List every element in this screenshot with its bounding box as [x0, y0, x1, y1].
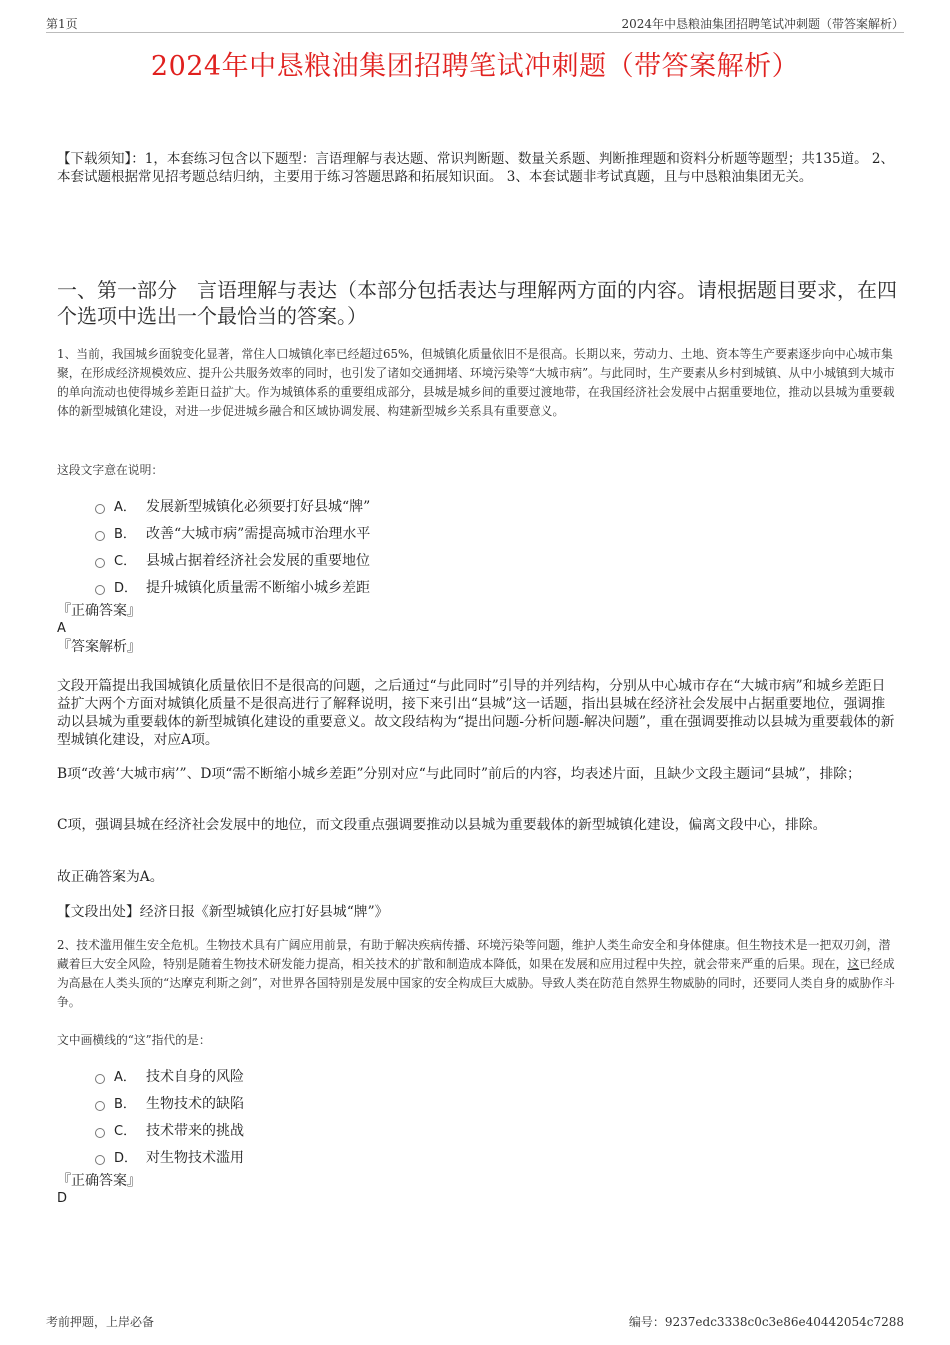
analysis-label: 『答案解析』 — [57, 639, 141, 655]
radio-icon[interactable] — [95, 1101, 105, 1111]
option-c[interactable]: C． 县城占据着经济社会发展的重要地位 — [95, 546, 370, 573]
option-d[interactable]: D． 提升城镇化质量需不断缩小城乡差距 — [95, 573, 370, 600]
answer-label: 『正确答案』 — [57, 1173, 141, 1189]
analysis-paragraph: B项“改善‘大城市病’”、D项“需不断缩小城乡差距”分别对应“与此同时”前后的内容，均表述片面，且缺少文段主题词“县城”，排除； — [57, 766, 861, 782]
answer-label: 『正确答案』 — [57, 603, 141, 619]
option-text: 改善“大城市病”需提高城市治理水平 — [146, 525, 371, 542]
footer-serial: 编号：9237edc3338c0c3e86e40442054c7288 — [628, 1315, 904, 1329]
option-text: 生物技术的缺陷 — [146, 1095, 244, 1112]
answer-value: D — [57, 1191, 68, 1206]
question-2-answer-block — [57, 1172, 141, 1208]
header-doc-title: 2024年中恳粮油集团招聘笔试冲刺题（带答案解析） — [621, 17, 904, 31]
page-header — [46, 14, 904, 33]
radio-icon[interactable] — [95, 1128, 105, 1138]
question-1-text: 1、当前，我国城乡面貌变化显著，常住人口城镇化率已经超过65%，但城镇化质量依旧不是很高。长期以来，劳动力、土地、资本等生产要素逐步向中心城市集聚，在形成经济规模效应、提升公共服务效率的同时，也引发了诸如交通拥堵、环境污染等“大城市病”。与此同时，生产要素从乡村到城镇、从中小城镇到大城市的单向流动也使得城乡差距日益扩大。作为城镇体系的重要组成部分，县城是城乡间的重要过渡地带，在我国经济社会发展中占据重要地位，推动以县城为重要载体的新型城镇化建设，对进一步促进城乡融合和区域协调发展、构建新型城乡关系具有重要意义。 — [57, 347, 895, 418]
option-text: 发展新型城镇化必须要打好县城“牌” — [146, 498, 371, 515]
radio-icon[interactable] — [95, 1155, 105, 1165]
question-1-options — [95, 492, 370, 600]
analysis-paragraph: 文段开篇提出我国城镇化质量依旧不是很高的问题，之后通过“与此同时”引导的并列结构，分别从中心城市存在“大城市病”和城乡差距日益扩大两个方面对城镇化质量不是很高进行了解释说明，接下来引出“县城”这一话题，指出县城在经济社会发展中占据重要地位，强调推动以县城为重要载体的新型城镇化建设的重要意义。故文段结构为“提出问题-分析问题-解决问题”，重在强调要推动以县城为重要载体的新型城镇化建设，对应A项。 — [57, 678, 895, 748]
question-2-options — [95, 1062, 244, 1170]
answer-value: A — [57, 621, 66, 636]
analysis-conclusion: 故正确答案为A。 — [57, 869, 164, 885]
download-notice: 【下载须知】：1，本套练习包含以下题型：言语理解与表达题、常识判断题、数量关系题、判断推理题和资料分析题等题型；共135道。 2、本套试题根据常见招考题总结归纳，主要用于练习答题思路和拓展知识面。 3、本套试题非考试真题，且与中恳粮油集团无关。 — [57, 151, 894, 185]
source-citation: 【文段出处】经济日报《新型城镇化应打好县城“牌”》 — [57, 904, 389, 920]
radio-icon[interactable] — [95, 585, 105, 595]
option-a[interactable]: A． 发展新型城镇化必须要打好县城“牌” — [95, 492, 370, 519]
underlined-word: 这 — [847, 957, 860, 971]
radio-icon[interactable] — [95, 531, 105, 541]
radio-icon[interactable] — [95, 504, 105, 514]
question-1-prompt: 这段文字意在说明： — [57, 463, 164, 477]
radio-icon[interactable] — [95, 1074, 105, 1084]
option-text: 对生物技术滥用 — [146, 1149, 244, 1166]
page-number: 第1页 — [46, 17, 78, 31]
option-a[interactable]: A． 技术自身的风险 — [95, 1062, 244, 1089]
option-d[interactable]: D． 对生物技术滥用 — [95, 1143, 244, 1170]
page-title: 2024年中恳粮油集团招聘笔试冲刺题（带答案解析） — [150, 51, 800, 82]
question-2-text: 2、技术滥用催生安全危机。生物技术具有广阔应用前景，有助于解决疾病传播、环境污染等问题，维护人类生命安全和身体健康。但生物技术是一把双刃剑，潜藏着巨大安全风险，特别是随着生物技术研发能力提高，相关技术的扩散和制造成本降低，如果在发展和应用过程中失控，就会带来严重的后果。现在，这已经成为高悬在人类头顶的“达摩克利斯之剑”，对世界各国特别是发展中国家的安全构成巨大威胁。导致人类在防范自然界生物威胁的同时，还要同人类自身的威胁作斗争。 — [57, 938, 895, 1009]
option-c[interactable]: C． 技术带来的挑战 — [95, 1116, 244, 1143]
footer-slogan: 考前押题，上岸必备 — [46, 1315, 155, 1329]
option-text: 技术自身的风险 — [146, 1068, 244, 1085]
question-1-answer-block — [57, 602, 141, 656]
radio-icon[interactable] — [95, 558, 105, 568]
section-title: 一、第一部分 言语理解与表达（本部分包括表达与理解两方面的内容。请根据题目要求，在四个选项中选出一个最恰当的答案。） — [57, 278, 897, 328]
option-text: 技术带来的挑战 — [146, 1122, 244, 1139]
option-b[interactable]: B． 生物技术的缺陷 — [95, 1089, 244, 1116]
question-2-prompt: 文中画横线的“这”指代的是： — [57, 1033, 211, 1047]
analysis-paragraph: C项，强调县城在经济社会发展中的地位，而文段重点强调要推动以县城为重要载体的新型城镇化建设，偏离文段中心，排除。 — [57, 817, 827, 833]
option-b[interactable]: B． 改善“大城市病”需提高城市治理水平 — [95, 519, 370, 546]
option-text: 提升城镇化质量需不断缩小城乡差距 — [146, 579, 370, 596]
option-text: 县城占据着经济社会发展的重要地位 — [146, 552, 370, 569]
